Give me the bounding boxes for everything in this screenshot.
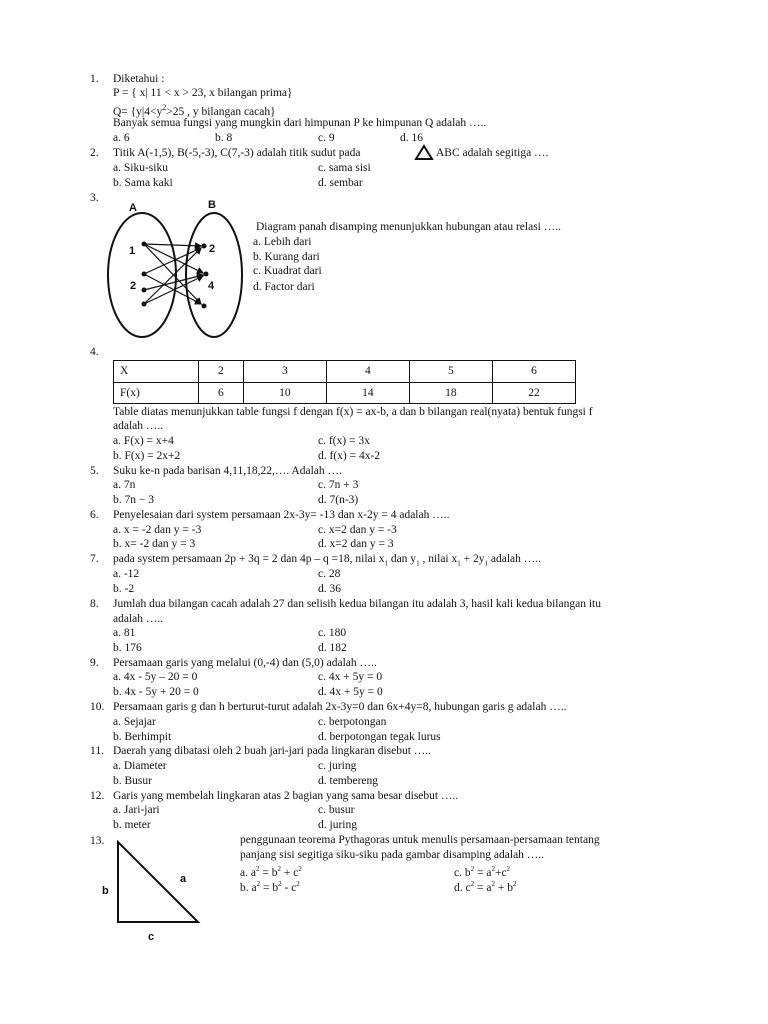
q8-option-d: d. 182 — [318, 642, 347, 654]
table-cell: 18 — [409, 382, 492, 404]
q8-question: Jumlah dua bilangan cacah adalah 27 dan selisih kedua bilangan itu adalah 3, hasil kali kedua bilangan itu — [113, 598, 601, 610]
q3-option-d: d. Factor dari — [253, 281, 315, 293]
q7-option-d: d. 36 — [318, 583, 341, 595]
q3-right-4: 4 — [208, 280, 215, 292]
table-cell: 10 — [243, 382, 326, 404]
q11-option-a: a. Diameter — [113, 760, 167, 772]
q6-option-a: a. x = -2 dan y = -3 — [113, 524, 202, 536]
q12-option-d: d. juring — [318, 819, 357, 831]
q13-option-d: d. $c^2 = a^2 + b^2$ — [454, 880, 517, 894]
table-cell: 3 — [243, 361, 326, 383]
q5-option-d: d. 7(n-3) — [318, 494, 359, 506]
function-table — [113, 360, 576, 404]
q4-question: Table diatas menunjukkan table fungsi f dengan f(x) = ax-b, a dan b bilangan real(nyata) bentuk fungsi f — [113, 406, 593, 418]
q3-left-1: 1 — [129, 245, 136, 257]
q12-number: 12. — [90, 790, 105, 802]
q13-question-cont: panjang sisi segitiga siku-siku pada gambar disamping adalah ….. — [240, 849, 545, 861]
q13-option-c: c. $b^2 = a^2+c^2$ — [454, 865, 511, 879]
q12-option-a: a. Jari-jari — [113, 804, 160, 816]
q6-question: Penyelesaian dari system persamaan 2x-3y= -13 dan x-2y = 4 adalah ….. — [113, 509, 450, 521]
q13-option-a: a. $a^2 = b^2 + c^2$ — [240, 865, 302, 879]
q5-option-b: b. 7n − 3 — [113, 494, 154, 506]
q7-number: 7. — [90, 553, 99, 565]
q11-option-c: c. juring — [318, 760, 357, 772]
table-cell: 5 — [409, 361, 492, 383]
right-triangle-figure — [114, 840, 204, 926]
table-row — [114, 361, 576, 383]
q10-option-c: c. berpotongan — [318, 716, 387, 728]
q2-number: 2. — [90, 147, 99, 159]
q7-option-a: a. -12 — [113, 568, 140, 580]
table-cell: 6 — [492, 361, 575, 383]
q11-number: 11. — [90, 745, 104, 757]
q10-option-a: a. Sejajar — [113, 716, 156, 728]
q5-option-a: a. 7n — [113, 479, 136, 491]
q2-option-d: d. sembar — [318, 177, 363, 189]
q10-option-d: d. berpotongan tegak lurus — [318, 731, 441, 743]
q10-option-b: b. Berhimpit — [113, 731, 172, 743]
q4-number: 4. — [90, 346, 99, 358]
q10-question: Persamaan garis g dan h berturut-turut adalah 2x-3y=0 dan 6x+4y=8, hubungan garis g adalah ….. — [113, 701, 567, 713]
q4-question-cont: adalah ….. — [113, 420, 164, 432]
q9-number: 9. — [90, 657, 99, 669]
q11-option-d: d. tembereng — [318, 775, 379, 787]
q2-option-b: b. Sama kaki — [113, 177, 173, 189]
q13-number: 13. — [90, 835, 105, 847]
q3-right-2: 2 — [209, 243, 216, 255]
q8-option-b: b. 176 — [113, 642, 142, 654]
q1-option-a: a. 6 — [113, 132, 130, 144]
q13-label-c: c — [148, 931, 155, 943]
q5-option-c: c. 7n + 3 — [318, 479, 359, 491]
q1-number: 1. — [90, 73, 99, 85]
q5-question: Suku ke-n pada barisan 4,11,18,22,…. Adalah …. — [113, 465, 342, 477]
table-cell: 4 — [326, 361, 409, 383]
q3-option-b: b. Kurang dari — [253, 251, 320, 263]
q11-option-b: b. Busur — [113, 775, 152, 787]
q9-option-d: d. 4x + 5y = 0 — [318, 686, 383, 698]
q3-number: 3. — [90, 192, 99, 204]
q7-option-c: c. 28 — [318, 568, 341, 580]
q9-option-c: c. 4x + 5y = 0 — [318, 671, 383, 683]
q6-number: 6. — [90, 509, 99, 521]
q3-option-a: a. Lebih dari — [253, 236, 312, 248]
q3-option-c: c. Kuadrat dari — [253, 265, 322, 277]
q1-option-c: c. 9 — [318, 132, 335, 144]
q6-option-b: b. x= -2 dan y = 3 — [113, 538, 196, 550]
q2-question-end: ABC adalah segitiga …. — [436, 147, 549, 159]
table-cell: F(x) — [114, 382, 199, 404]
q8-question-cont: adalah ….. — [113, 613, 164, 625]
q1-question: Banyak semua fungsi yang mungkin dari himpunan P ke himpunan Q adalah ….. — [113, 117, 487, 129]
q7-option-b: b. -2 — [113, 583, 135, 595]
q5-number: 5. — [90, 465, 99, 477]
q8-number: 8. — [90, 598, 99, 610]
q6-option-d: d. x=2 dan y = 3 — [318, 538, 394, 550]
q1-set-p: P = { x| 11 < x > 23, x bilangan prima} — [113, 87, 293, 99]
q13-label-b: b — [102, 885, 109, 897]
q8-option-c: c. 180 — [318, 627, 347, 639]
q1-set-q: $Q= \{y|4<y^2>25$ , y bilangan cacah} — [113, 103, 276, 118]
q1-option-d: d. 16 — [400, 132, 423, 144]
q6-option-c: c. x=2 dan y = -3 — [318, 524, 397, 536]
q3-left-2: 2 — [130, 280, 137, 292]
q7-question: pada system persamaan 2p + 3q = 2 dan 4p – q =18, nilai $x_1$ dan $y_1$ , nilai $x_1 + 2y_1$ adalah ….. — [113, 553, 542, 568]
q13-question: penggunaan teorema Pythagoras untuk menulis persamaan-persamaan tentang — [240, 834, 600, 846]
q13-option-b: b. $a^2 = b^2 - c^2$ — [240, 880, 300, 894]
q4-option-a: a. F(x) = x+4 — [113, 435, 174, 447]
q10-number: 10. — [90, 701, 105, 713]
q4-option-c: c. f(x) = 3x — [318, 435, 370, 447]
q3-question: Diagram panah disamping menunjukkan hubungan atau relasi ….. — [256, 221, 561, 233]
q4-option-b: b. F(x) = 2x+2 — [113, 450, 181, 462]
q11-question: Daerah yang dibatasi oleh 2 buah jari-jari pada lingkaran disebut ….. — [113, 745, 432, 757]
table-cell: X — [114, 361, 199, 383]
q12-option-b: b. meter — [113, 819, 151, 831]
q12-question: Garis yang membelah lingkaran atas 2 bagian yang sama besar disebut ….. — [113, 790, 459, 802]
q3-set-a-label: A — [129, 202, 137, 214]
q3-set-b-label: B — [208, 199, 216, 211]
table-cell: 6 — [199, 382, 244, 404]
q13-label-a: a — [180, 873, 187, 885]
q9-option-b: b. 4x - 5y + 20 = 0 — [113, 686, 199, 698]
q9-option-a: a. 4x - 5y – 20 = 0 — [113, 671, 198, 683]
q1-intro: Diketahui : — [113, 73, 165, 85]
triangle-icon — [414, 144, 434, 161]
q8-option-a: a. 81 — [113, 627, 136, 639]
q2-option-a: a. Siku-siku — [113, 162, 168, 174]
q2-question-start: Titik A(-1,5), B(-5,-3), C(7,-3) adalah titik sudut pada — [113, 147, 361, 159]
q4-option-d: d. f(x) = 4x-2 — [318, 450, 381, 462]
table-cell: 14 — [326, 382, 409, 404]
table-cell: 2 — [199, 361, 244, 383]
table-cell: 22 — [492, 382, 575, 404]
q2-option-c: c. sama sisi — [318, 162, 371, 174]
table-row — [114, 382, 576, 404]
arrow-diagram — [100, 210, 250, 340]
q1-option-b: b. 8 — [215, 132, 233, 144]
q12-option-c: c. busur — [318, 804, 355, 816]
q9-question: Persamaan garis yang melalui (0,-4) dan (5,0) adalah ….. — [113, 657, 377, 669]
